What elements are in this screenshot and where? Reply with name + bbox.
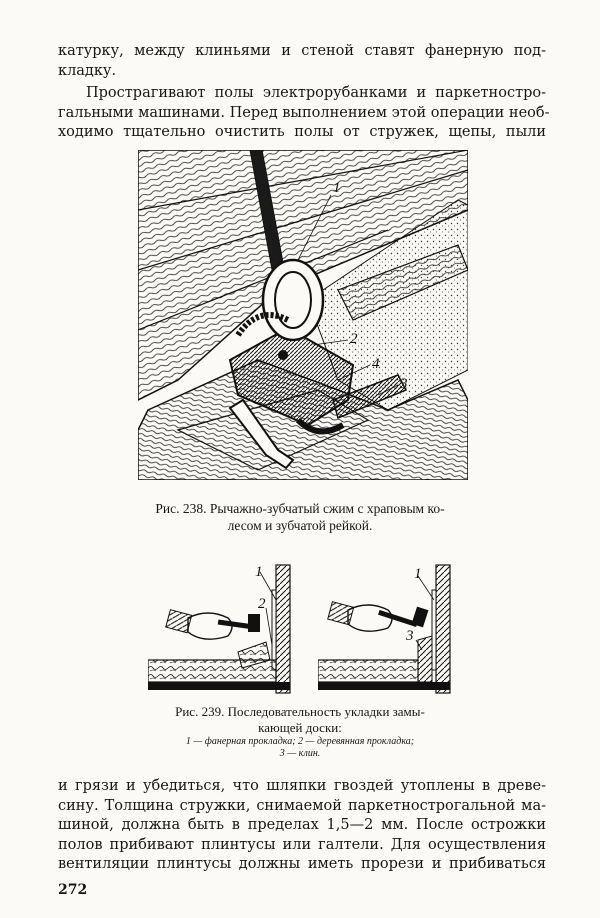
paragraph-top — [58, 42, 546, 81]
caption-line: кающей доски: — [258, 720, 342, 735]
figure-238-caption — [110, 500, 490, 534]
text-line: полов прибивают плинтусы или галтели. Для осуществления — [58, 836, 546, 853]
figure-label: 2 — [258, 596, 266, 612]
figure-238-illustration — [138, 150, 468, 480]
text-line: Прострагивают полы электрорубанками и паркетностро- — [86, 85, 546, 101]
text-line: кладку. — [58, 62, 117, 79]
sleeve — [328, 602, 354, 625]
page-number: 272 — [58, 882, 88, 898]
legend-line: 3 — клин. — [279, 748, 321, 759]
sleeve — [166, 610, 192, 633]
text-line: шиной, должна быть в пределах 1,5—2 мм. После острожки — [58, 817, 546, 833]
figure-239-right-illustration — [318, 560, 458, 695]
caption-line: Рис. 239. Последовательность укладки замы- — [175, 704, 425, 719]
plywood-strip — [272, 590, 276, 670]
paragraph-second — [58, 84, 550, 143]
figure-label: 2 — [350, 331, 358, 347]
plywood-strip — [432, 590, 436, 670]
wall — [436, 565, 450, 693]
legend-line: 1 — фанерная прокладка; 2 — деревянная прокладка; — [185, 736, 415, 747]
text-line: катурку, между клиньями и стеной ставят фанерную под- — [58, 43, 546, 59]
figure-label: 4 — [372, 356, 380, 372]
parquet-floor — [318, 660, 418, 682]
figure-239-left-illustration — [148, 560, 296, 695]
paragraph-bottom — [58, 777, 546, 875]
figure-239-caption — [110, 704, 490, 760]
caption-legend — [110, 748, 490, 760]
figure-label: 1 — [414, 566, 422, 582]
hammer-head — [248, 614, 260, 632]
caption-legend — [110, 736, 490, 748]
text-line: ходимо тщательно очистить полы от стружек, щепы, пыли — [58, 124, 546, 140]
hammer-head — [412, 607, 429, 628]
caption-line: лесом и зубчатой рейкой. — [227, 518, 373, 533]
hand — [348, 605, 392, 631]
text-line: гальными машинами. Перед выполнением этой операции необ- — [58, 104, 550, 121]
caption-line: Рис. 238. Рычажно-зубчатый сжим с храповым ко- — [155, 501, 445, 516]
text-line: сину. Толщина стружки, снимаемой паркетнострогальной ма- — [58, 797, 546, 814]
figure-label: 1 — [333, 180, 341, 196]
wedge — [418, 636, 432, 682]
figure-label: 1 — [255, 564, 263, 580]
text-line: вентиляции плинтусы должны иметь прорези и прибиваться — [58, 856, 546, 872]
wall — [276, 565, 290, 693]
hand — [188, 613, 232, 639]
figure-label: 3 — [406, 628, 414, 644]
figure-label: 3 — [400, 376, 408, 392]
text-line: и грязи и убедиться, что шляпки гвоздей утоплены в древе- — [58, 778, 546, 794]
